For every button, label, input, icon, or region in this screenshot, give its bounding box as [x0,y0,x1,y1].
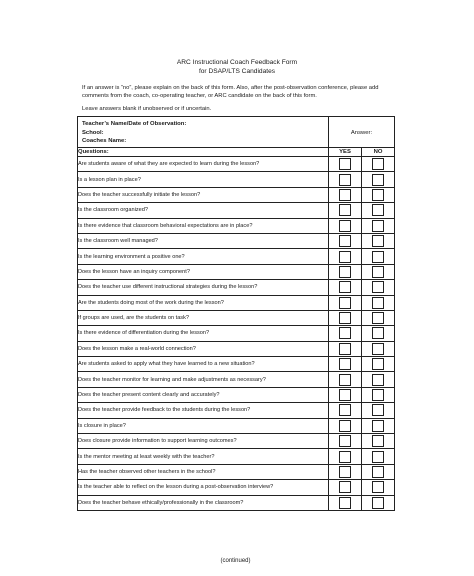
yes-cell [329,264,362,279]
yes-checkbox[interactable] [339,404,351,416]
question-text: Has the teacher observed other teachers in the school? [78,464,329,479]
no-checkbox[interactable] [372,158,384,170]
yes-checkbox[interactable] [339,466,351,478]
instructions [82,84,402,114]
question-row [78,157,395,172]
question-row [78,187,395,202]
yes-checkbox[interactable] [339,281,351,293]
no-cell [362,218,395,233]
no-cell [362,372,395,387]
no-checkbox[interactable] [372,451,384,463]
yes-cell [329,280,362,295]
question-row [78,357,395,372]
no-checkbox[interactable] [372,343,384,355]
yes-column-label: YES [329,148,362,157]
question-row [78,372,395,387]
no-cell [362,464,395,479]
no-cell [362,233,395,248]
yes-checkbox[interactable] [339,497,351,509]
no-cell [362,434,395,449]
question-text: Does the teacher behave ethically/professionally in the classroom? [78,495,329,510]
info-cell [78,117,329,148]
no-cell [362,480,395,495]
yes-cell [329,449,362,464]
no-cell [362,295,395,310]
no-checkbox[interactable] [372,404,384,416]
no-checkbox[interactable] [372,281,384,293]
no-checkbox[interactable] [372,497,384,509]
no-checkbox[interactable] [372,358,384,370]
yes-cell [329,357,362,372]
question-row [78,434,395,449]
no-cell [362,264,395,279]
yes-cell [329,480,362,495]
yes-cell [329,172,362,187]
question-text: Is a lesson plan in place? [78,172,329,187]
question-text: Are students aware of what they are expected to learn during the lesson? [78,157,329,172]
question-row [78,203,395,218]
question-row [78,295,395,310]
question-row [78,218,395,233]
form-subtitle: for DSAP/LTS Candidates [198,68,276,75]
question-text: If groups are used, are the students on task? [78,310,329,325]
no-checkbox[interactable] [372,235,384,247]
no-checkbox[interactable] [372,435,384,447]
question-row [78,264,395,279]
no-checkbox[interactable] [372,466,384,478]
question-text: Is there evidence of differentiation during the lesson? [78,326,329,341]
no-cell [362,157,395,172]
no-checkbox[interactable] [372,220,384,232]
no-checkbox[interactable] [372,420,384,432]
no-checkbox[interactable] [372,312,384,324]
question-text: Is closure in place? [78,418,329,433]
feedback-table [77,116,395,511]
question-row [78,464,395,479]
question-row [78,310,395,325]
yes-cell [329,187,362,202]
yes-checkbox[interactable] [339,158,351,170]
coaches-name-label: Coaches Name: [82,138,127,145]
question-text: Does the lesson have an inquiry component? [78,264,329,279]
question-row [78,387,395,402]
no-cell [362,310,395,325]
yes-cell [329,341,362,356]
question-text: Is the classroom well managed? [78,233,329,248]
answer-label: Answer: [350,130,373,136]
no-checkbox[interactable] [372,189,384,201]
question-text: Is the mentor meeting at least weekly with the teacher? [78,449,329,464]
question-text: Does closure provide information to support learning outcomes? [78,434,329,449]
yes-checkbox[interactable] [339,297,351,309]
yes-checkbox[interactable] [339,358,351,370]
yes-cell [329,326,362,341]
question-text: Does the teacher provide feedback to the students during the lesson? [78,403,329,418]
question-text: Does the teacher present content clearly and accurately? [78,387,329,402]
yes-checkbox[interactable] [339,343,351,355]
question-text: Is the learning environment a positive one? [78,249,329,264]
yes-checkbox[interactable] [339,451,351,463]
no-cell [362,326,395,341]
no-cell [362,203,395,218]
no-cell [362,172,395,187]
teacher-name-label: Teacher’s Name/Date of Observation: [82,121,187,128]
no-column-label: NO [362,148,395,157]
no-checkbox[interactable] [372,389,384,401]
yes-checkbox[interactable] [339,389,351,401]
yes-cell [329,233,362,248]
header-row [78,117,395,148]
question-row [78,480,395,495]
yes-checkbox[interactable] [339,220,351,232]
answer-header-cell [329,117,395,148]
question-rows [78,157,395,511]
question-row [78,280,395,295]
question-row [78,403,395,418]
yes-checkbox[interactable] [339,312,351,324]
question-row [78,233,395,248]
no-cell [362,341,395,356]
question-text: Is there evidence that classroom behavioral expectations are in place? [78,218,329,233]
question-text: Does the teacher successfully initiate the lesson? [78,187,329,202]
question-row [78,418,395,433]
question-row [78,341,395,356]
no-cell [362,280,395,295]
yes-checkbox[interactable] [339,204,351,216]
question-text: Are students asked to apply what they have learned to a new situation? [78,357,329,372]
yes-checkbox[interactable] [339,420,351,432]
yes-cell [329,464,362,479]
school-label: School: [82,129,104,136]
yes-checkbox[interactable] [339,374,351,386]
no-checkbox[interactable] [372,266,384,278]
yes-cell [329,434,362,449]
yes-cell [329,249,362,264]
yes-checkbox[interactable] [339,435,351,447]
no-cell [362,387,395,402]
question-text: Are the students doing most of the work during the lesson? [78,295,329,310]
yes-cell [329,403,362,418]
yes-checkbox[interactable] [339,251,351,263]
question-row [78,326,395,341]
no-checkbox[interactable] [372,251,384,263]
questions-header-row [78,148,395,157]
yes-cell [329,387,362,402]
question-text: Is the teacher able to reflect on the lesson during a post-observation interview? [78,480,329,495]
no-cell [362,495,395,510]
no-cell [362,357,395,372]
yes-cell [329,495,362,510]
yes-cell [329,203,362,218]
question-text: Is the classroom organized? [78,203,329,218]
form-title: ARC Instructional Coach Feedback Form [176,59,298,66]
question-text: Does the teacher use different instructional strategies during the lesson? [78,280,329,295]
questions-label: Questions: [78,148,329,157]
question-row [78,449,395,464]
no-checkbox[interactable] [372,481,384,493]
blank-answer-note: Leave answers blank if unobserved or if uncertain. [82,106,212,113]
yes-checkbox[interactable] [339,327,351,339]
instruction-line-2: comments from the coach, co-operating teacher, or ARC candidate on the back of this form. [82,93,317,100]
question-text: Does the lesson make a real-world connection? [78,341,329,356]
yes-cell [329,218,362,233]
question-text: Does the teacher monitor for learning and make adjustments as necessary? [78,372,329,387]
no-cell [362,403,395,418]
yes-checkbox[interactable] [339,174,351,186]
no-cell [362,249,395,264]
question-row [78,495,395,510]
no-cell [362,449,395,464]
continued-note: (continued) [220,558,251,564]
yes-cell [329,372,362,387]
no-checkbox[interactable] [372,297,384,309]
no-checkbox[interactable] [372,374,384,386]
yes-checkbox[interactable] [339,235,351,247]
yes-cell [329,157,362,172]
no-checkbox[interactable] [372,174,384,186]
question-row [78,172,395,187]
no-cell [362,418,395,433]
yes-cell [329,418,362,433]
no-checkbox[interactable] [372,327,384,339]
instruction-line-1: If an answer is “no”, please explain on the back of this form. Also, after the post-observation conference, please add [82,85,379,91]
question-row [78,249,395,264]
yes-cell [329,310,362,325]
yes-checkbox[interactable] [339,266,351,278]
yes-checkbox[interactable] [339,189,351,201]
no-checkbox[interactable] [372,204,384,216]
no-cell [362,187,395,202]
yes-checkbox[interactable] [339,481,351,493]
yes-cell [329,295,362,310]
